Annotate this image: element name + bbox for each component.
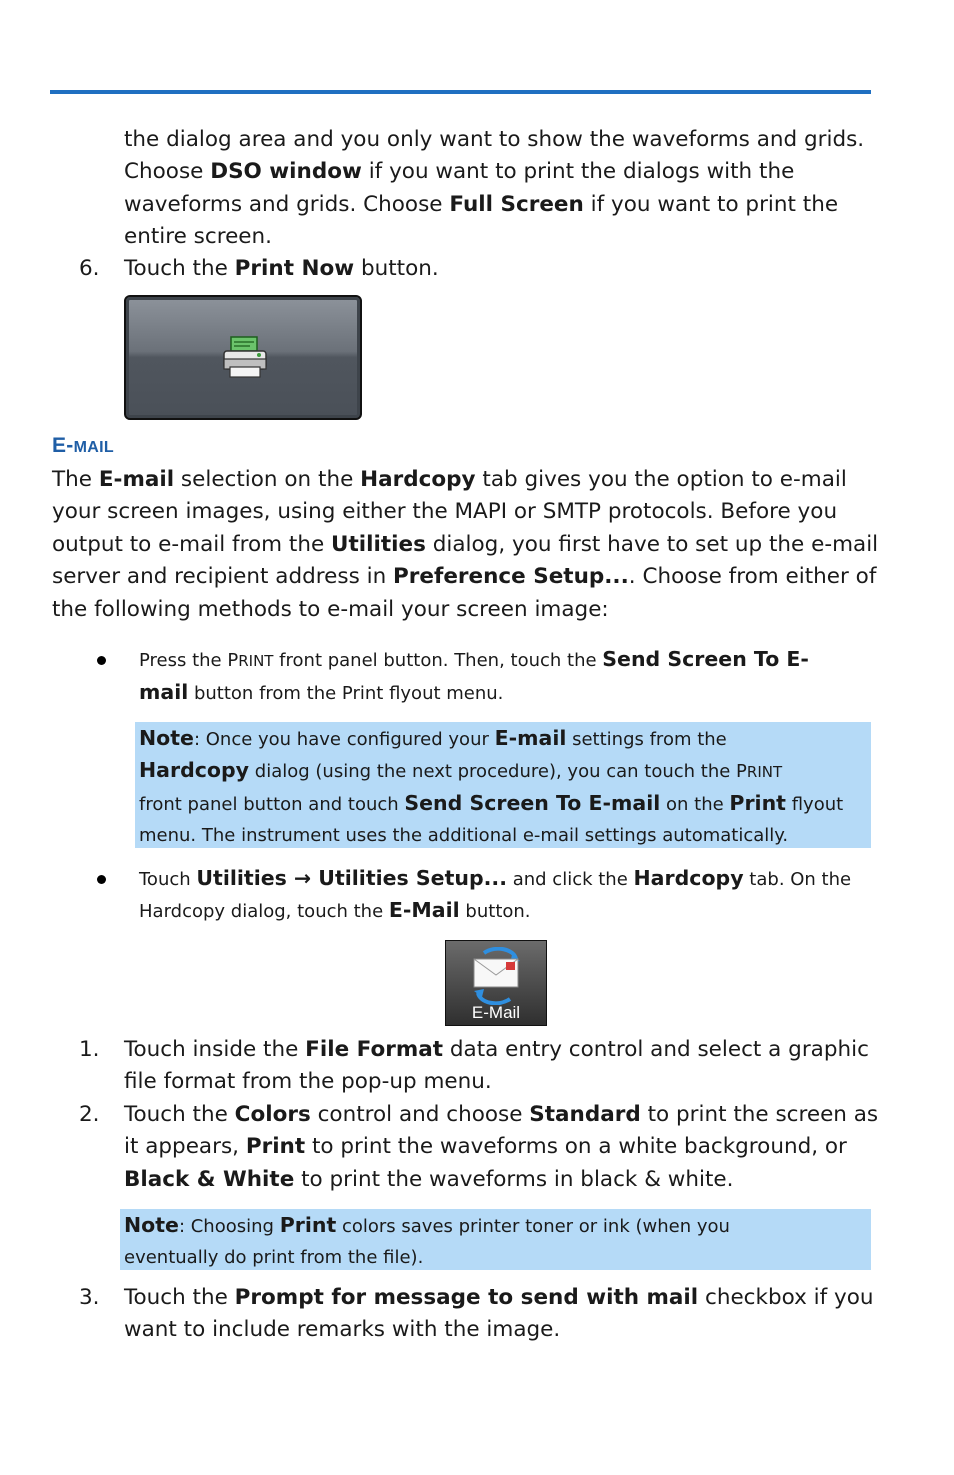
print-now-button[interactable] [124, 295, 362, 420]
step3-text: Touch the Prompt for message to send with mail checkbox if you want to include remarks with the image. [124, 1285, 874, 1343]
email-button-label: E-Mail [471, 1003, 521, 1022]
bullet-1-text: Press the PRINT front panel button. Then, touch the Send Screen To E- mail button from the Print flyout menu. [139, 647, 809, 704]
step6-text: Touch the Print Now button. [124, 256, 439, 281]
email-intro-paragraph: The E-mail selection on the Hardcopy tab gives you the option to e-mail your screen images, using either the MAPI or SMTP protocols. Before you output to e-mail from the Utilities dialog, you first have to set up the e-mail server and recipient address in Preference Setup.... Choose from either of the following methods to e-mail your screen image: [52, 467, 879, 622]
email-button[interactable] [445, 940, 547, 1026]
bullet-dot [97, 875, 106, 884]
step6-number: 6. [79, 256, 100, 281]
bullet-dot [97, 656, 106, 665]
bullet-2-text: Touch Utilities → Utilities Setup... and click the Hardcopy tab. On the Hardcopy dialog, touch the E-Mail button. [139, 866, 852, 922]
envelope-icon [470, 947, 524, 1005]
note-box-2: Note: Choosing Print colors saves printer toner or ink (when you eventually do print from the file). [120, 1209, 871, 1270]
step1-number: 1. [79, 1037, 100, 1062]
printer-icon [221, 335, 269, 381]
step2-text: Touch the Colors control and choose Standard to print the screen as it appears, Print to print the waveforms on a white background, or Black & White to print the waveforms in black & white. [124, 1102, 879, 1192]
step2-number: 2. [79, 1102, 100, 1127]
header-rule [50, 90, 871, 94]
note-box-1: Note: Once you have configured your E-mail settings from the Hardcopy dialog (using the next procedure), you can touch the PRINT front panel button and touch Send Screen To E-mail on the Print flyout menu. The instrument uses the additional e-mail settings automatically. [135, 722, 871, 848]
email-section-heading: E-MAIL [52, 434, 114, 457]
step1-text: Touch inside the File Format data entry control and select a graphic file format from the pop-up menu. [124, 1037, 869, 1095]
step5-text: the dialog area and you only want to show the waveforms and grids. Choose DSO window if you want to print the dialogs with the waveforms and grids. Choose Full Screen if you want to print the entire screen. [124, 127, 865, 250]
step3-number: 3. [79, 1285, 100, 1310]
